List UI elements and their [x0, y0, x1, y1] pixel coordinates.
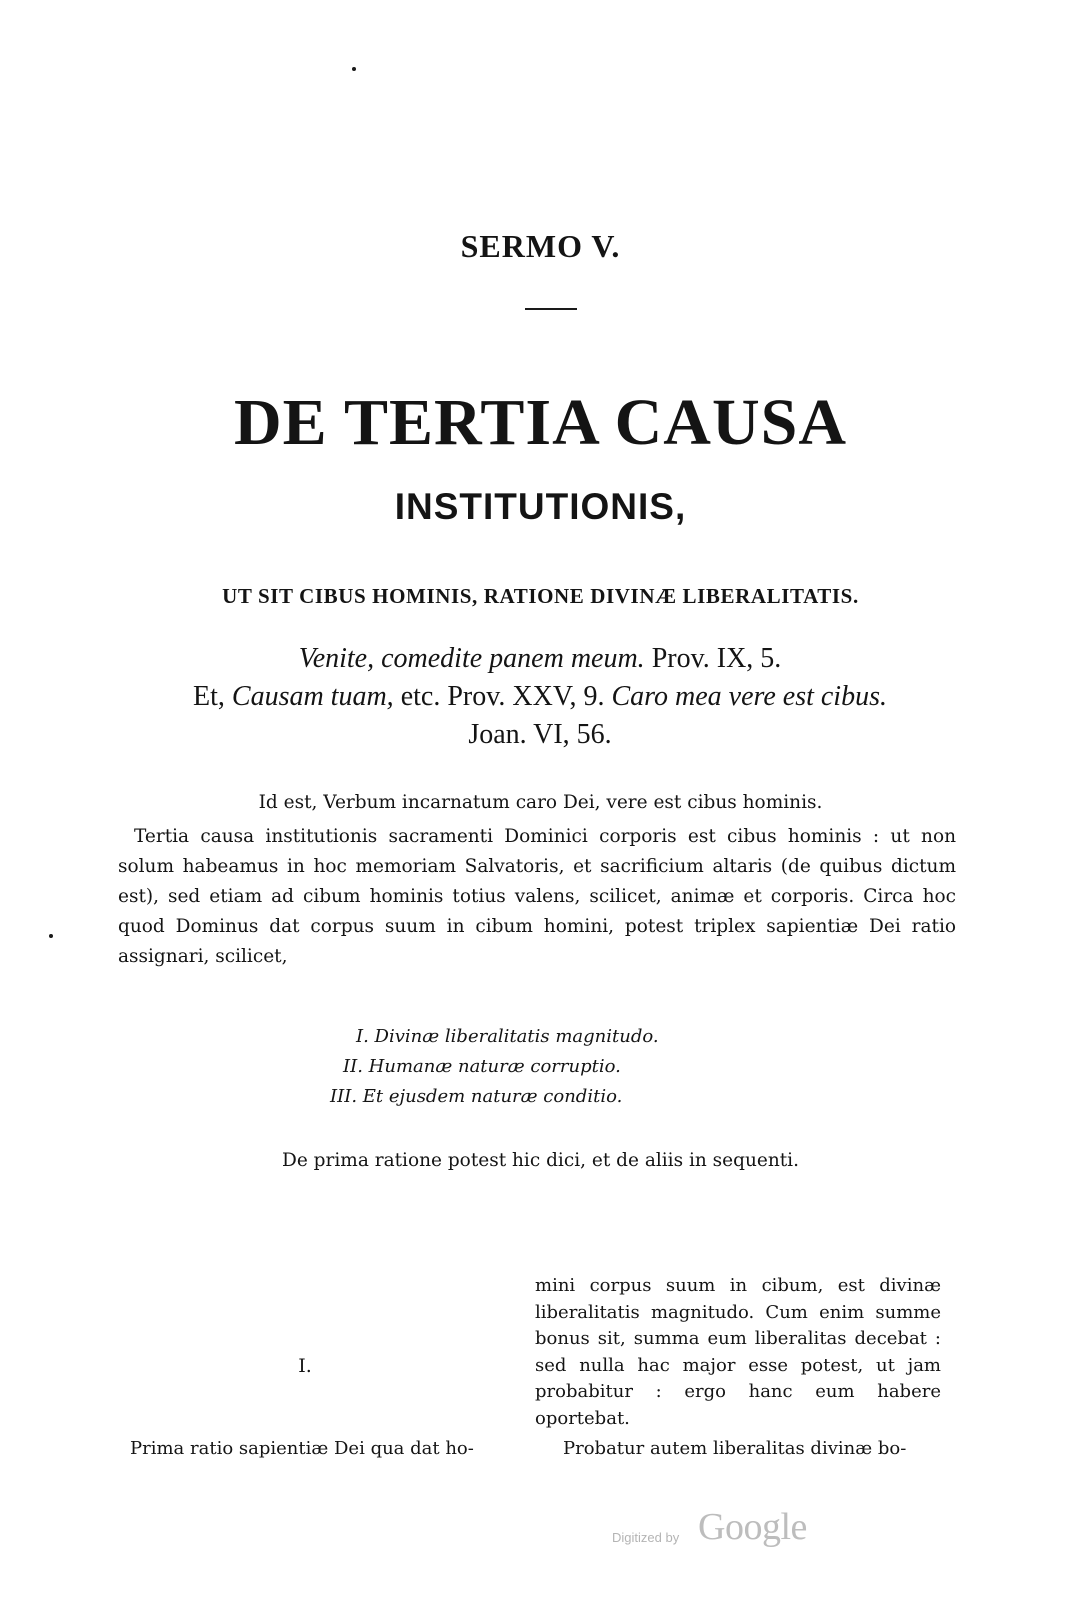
epigraph-line-2: [100, 678, 980, 715]
intro-line: Id est, Verbum incarnatum caro Dei, vere est cibus hominis.: [258, 792, 823, 813]
sub-title: INSTITUTIONIS,: [394, 486, 687, 527]
epigraph-quote: Causam tuam,: [231, 681, 394, 712]
section-numeral: I.: [298, 1355, 312, 1377]
main-title: DE TERTIA CAUSA: [234, 386, 847, 459]
body-paragraph: Tertia causa institutionis sacramenti Dominici corporis est cibus hominis : ut non solum habeamus in hoc memoriam Salvatoris, et sacrificium altaris (de quibus dictum est), sed etiam ad cibum hominis totius valens, scilicet, animæ et corporis. Circa hoc quod Dominus dat corpus suum in cibum homini, potest triplex sapientiæ Dei ratio assignari, scilicet,: [118, 826, 956, 967]
digitized-watermark: [612, 1505, 852, 1555]
closing-line: De prima ratione potest hic dici, et de aliis in sequenti.: [282, 1150, 799, 1171]
right-column-text: mini corpus suum in cibum, est divinæ liberalitatis magnitudo. Cum enim summe bonus sit, summa eum liberalitas decebat : sed nulla hac major esse potest, ut jam probabitur : ergo hanc eum habere oportebat.: [535, 1275, 941, 1429]
sub-sub-title: UT SIT CIBUS HOMINIS, RATIONE DIVINÆ LIBERALITATIS.: [222, 584, 859, 608]
epigraph-quote: Caro mea vere est cibus.: [611, 681, 887, 712]
epigraph-ref: etc. Prov. XXV, 9.: [393, 681, 612, 712]
left-column-text: Prima ratio sapientiæ Dei qua dat ho-: [130, 1438, 474, 1459]
title-rule: [525, 308, 577, 310]
right-column-last-line: Probatur autem liberalitas divinæ bo-: [563, 1438, 907, 1459]
epigraph-line-3: Joan. VI, 56.: [468, 719, 612, 750]
epigraph-quote: Venite, comedite panem meum.: [298, 643, 645, 674]
google-logo: Google: [698, 1506, 807, 1548]
list-item: III. Et ejusdem naturæ conditio.: [330, 1086, 623, 1107]
list-item: I. Divinæ liberalitatis magnitudo.: [356, 1026, 659, 1047]
ink-speck: [49, 934, 53, 938]
sermo-number: SERMO V.: [460, 228, 621, 264]
epigraph-ref: Prov. IX, 5.: [644, 643, 782, 674]
watermark-prefix: Digitized by: [612, 1530, 680, 1545]
epigraph-text: Et,: [193, 681, 232, 712]
list-item: II. Humanæ naturæ corruptio.: [343, 1056, 621, 1077]
ink-speck: [352, 67, 356, 71]
epigraph-line-1: [100, 640, 980, 677]
